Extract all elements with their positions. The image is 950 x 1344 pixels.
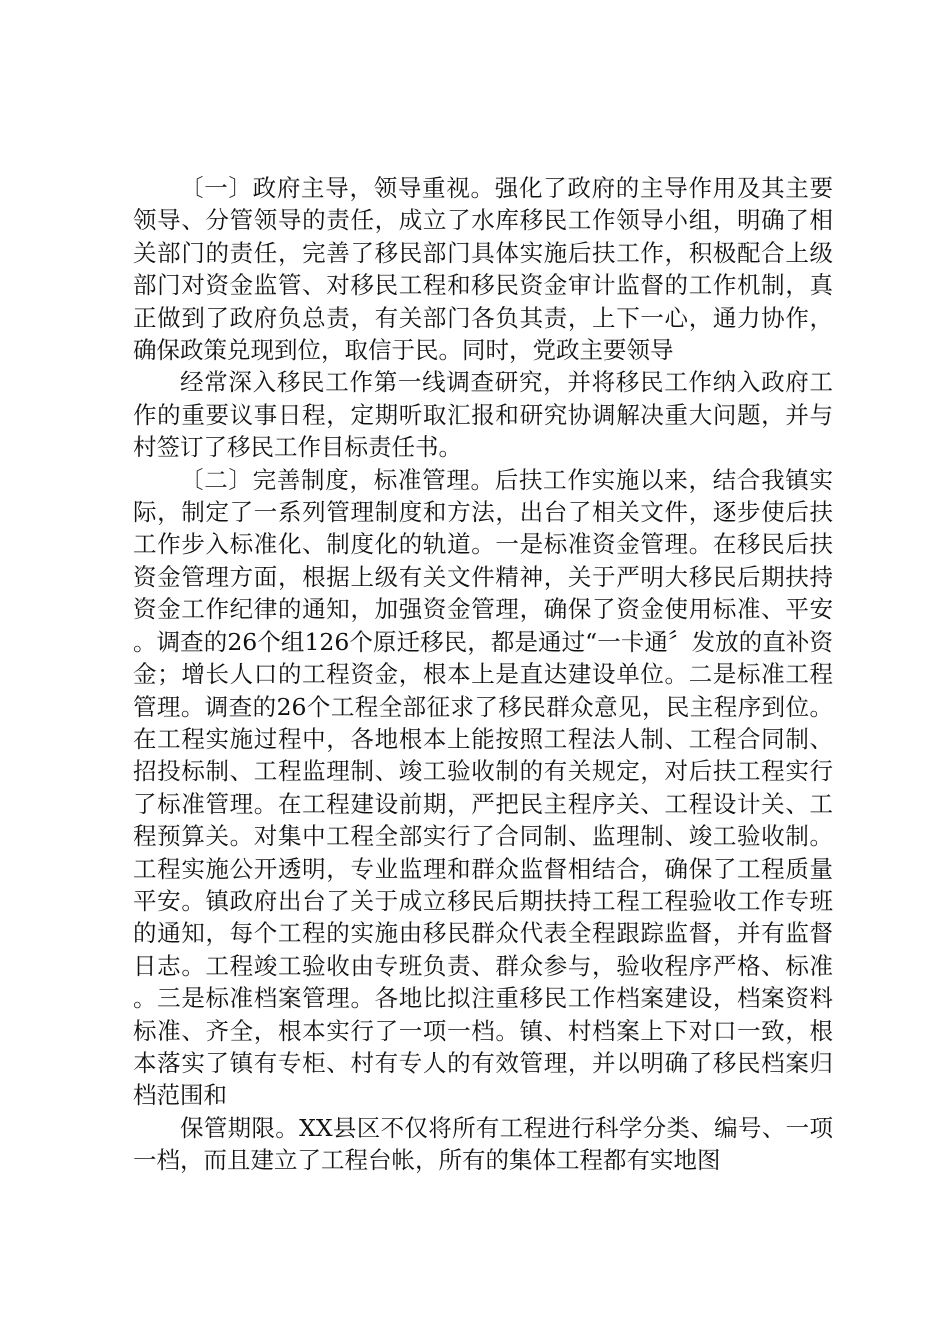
paragraph-standard-management: 〔二〕完善制度，标准管理。后扶工作实施以来，结合我镇实际，制定了一系列管理制度和方法，出台了相关文件，逐步使后扶工作步入标准化、制度化的轨道。一是标准资金管理。在移民后扶资金管理方面，根据上级有关文件精神，关于严明大移民后期扶持资金工作纪律的通知，加强资金管理，确保了资金使用标准、平安。调查的26个组126个原迁移民，都是通过“一卡通〞发放的直补资金；增长人口的工程资金，根本上是直达建设单位。二是标准工程管理。调查的26个工程全部征求了移民群众意见，民主程序到位。在工程实施过程中，各地根本上能按照工程法人制、工程合同制、招投标制、工程监理制、竣工验收制的有关规定，对后扶工程实行了标准管理。在工程建设前期，严把民主程序关、工程设计关、工程预算关。对集中工程全部实行了合同制、监理制、竣工验收制。工程实施公开透明，专业监理和群众监督相结合，确保了工程质量平安。镇政府出台了关于成立移民后期扶持工程工程验收工作专班的通知，每个工程的实施由移民群众代表全程跟踪监督，并有监督日志。工程竣工验收由专班负责、群众参与，验收程序严格、标准。三是标准档案管理。各地比拟注重移民工作档案建设，档案资料标准、齐全，根本实行了一项一档。镇、村档案上下对口一致，根本落实了镇有专柜、村有专人的有效管理，并以明确了移民档案归档范围和 xyxy=(133,465,833,1110)
paragraph-archive-period: 保管期限。XX县区不仅将所有工程进行科学分类、编号、一项一档，而且建立了工程台帐，所有的集体工程都有实地图 xyxy=(133,1113,833,1175)
paragraph-government-leadership: 〔一〕政府主导，领导重视。强化了政府的主导作用及其主要领导、分管领导的责任，成立了水库移民工作领导小组，明确了相关部门的责任，完善了移民部门具体实施后扶工作，积极配合上级部门对资金监管、对移民工程和移民资金审计监督的工作机制，真正做到了政府负总责，有关部门各负其责，上下一心，通力协作，确保政策兑现到位，取信于民。同时，党政主要领导 xyxy=(133,174,833,365)
document-body xyxy=(133,172,833,1177)
paragraph-field-research: 经常深入移民工作第一线调查研究，并将移民工作纳入政府工作的重要议事日程，定期听取汇报和研究协调解决重大问题，并与村签订了移民工作目标责任书。 xyxy=(133,368,833,462)
